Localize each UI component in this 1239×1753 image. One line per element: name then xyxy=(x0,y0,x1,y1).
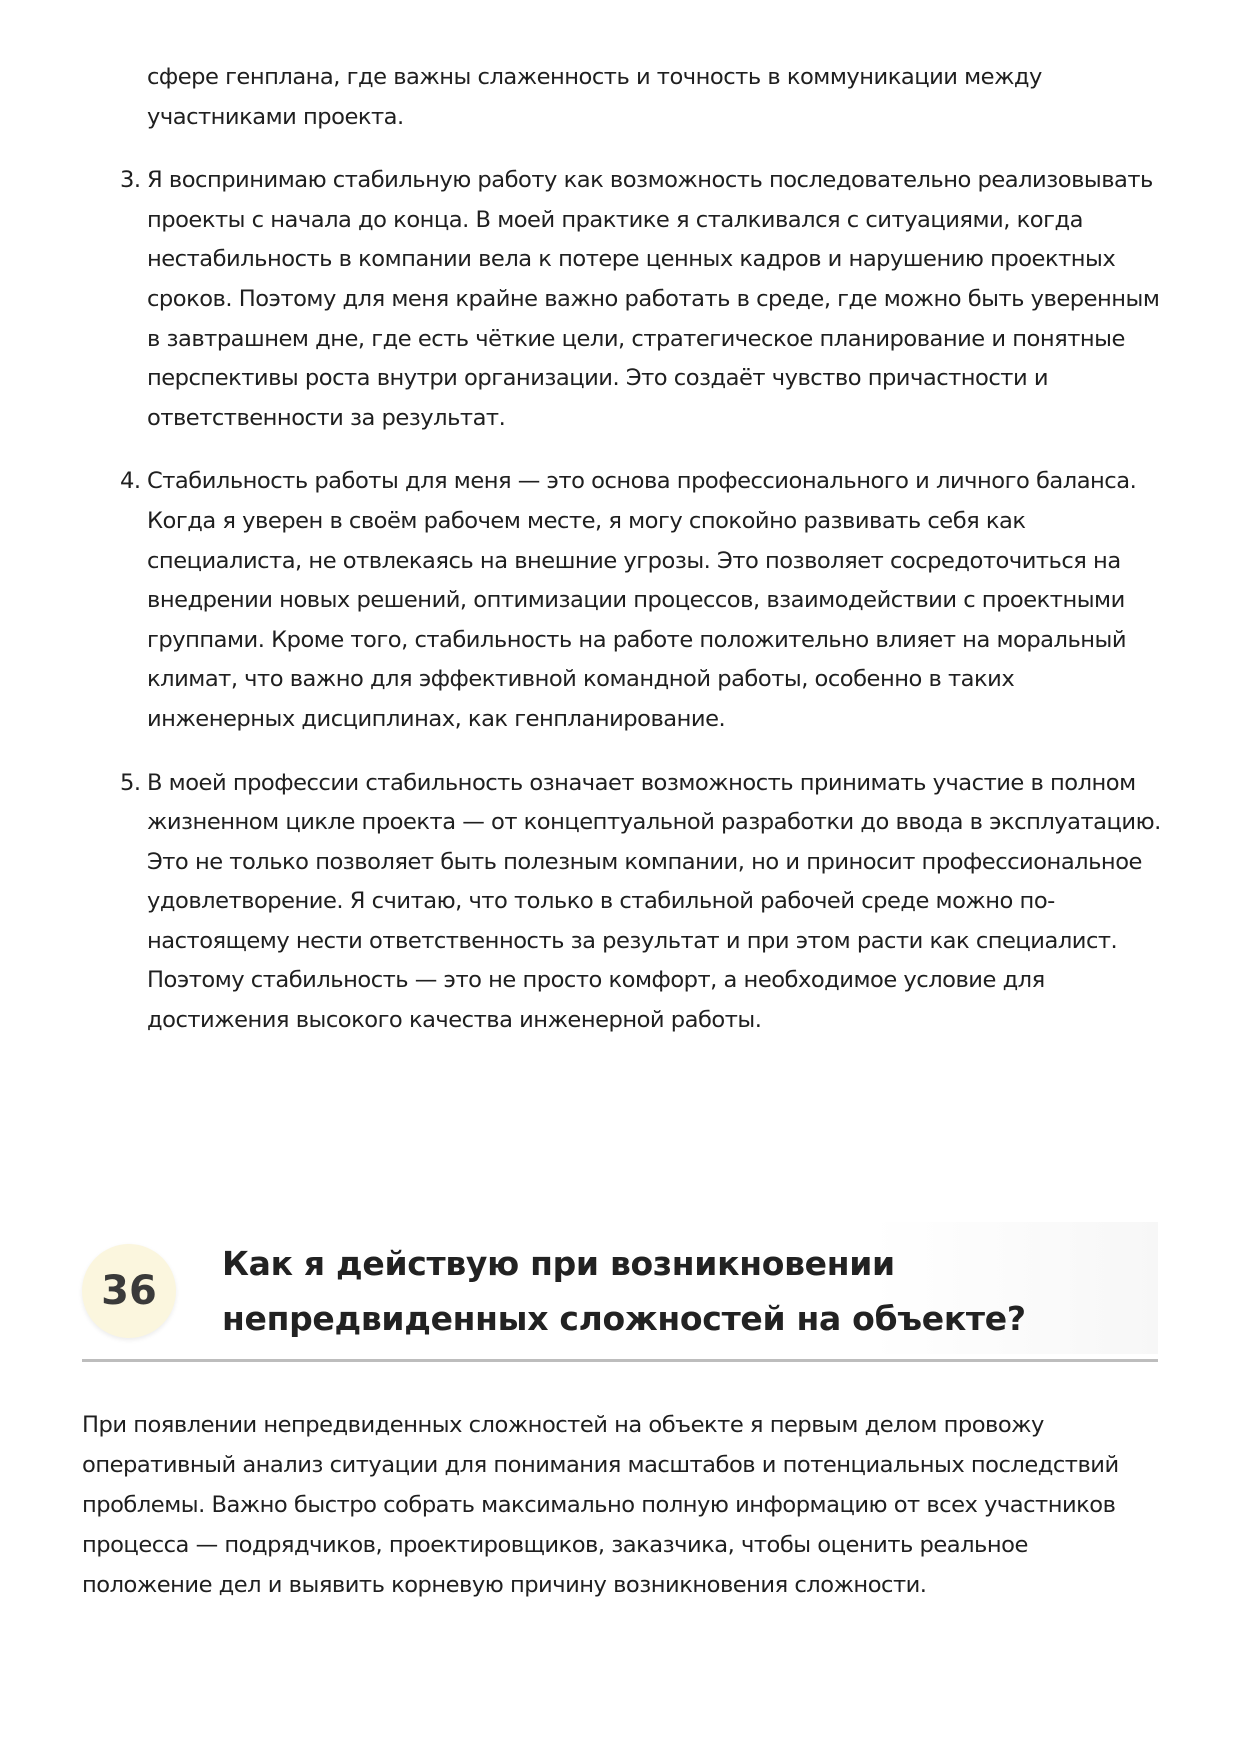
question-title xyxy=(222,1236,1026,1346)
list-item-line: Я воспринимаю стабильную работу как возможность последовательно реализовывать xyxy=(147,167,1153,194)
list-item-line: участниками проекта. xyxy=(147,103,404,130)
list-item-line: удовлетворение. Я считаю, что только в стабильной рабочей среде можно по- xyxy=(147,888,1055,915)
question-title-line: Как я действую при возникновении xyxy=(222,1244,895,1283)
answer-line: оперативный анализ ситуации для понимания масштабов и потенциальных последствий xyxy=(82,1452,1119,1478)
list-item-number: 3. xyxy=(120,167,141,194)
list-item-number: 5. xyxy=(120,769,141,796)
list-item-line: внедрении новых решений, оптимизации процессов, взаимодействии с проектными xyxy=(147,587,1125,614)
question-divider xyxy=(82,1359,1158,1362)
answer-line: При появлении непредвиденных сложностей на объекте я первым делом провожу xyxy=(82,1412,1044,1438)
list-item-line: специалиста, не отвлекаясь на внешние угрозы. Это позволяет сосредоточиться на xyxy=(147,547,1121,574)
list-item-number: 4. xyxy=(120,468,141,495)
list-item-line: климат, что важно для эффективной командной работы, особенно в таких xyxy=(147,666,1015,693)
answer-paragraph xyxy=(82,1405,1162,1605)
list-item-line: Стабильность работы для меня — это основа профессионального и личного баланса. xyxy=(147,468,1137,495)
list-item-line: достижения высокого качества инженерной работы. xyxy=(147,1007,762,1034)
list-item-line: инженерных дисциплинах, как генпланирование. xyxy=(147,705,726,732)
list-item-line: жизненном цикле проекта — от концептуальной разработки до ввода в эксплуатацию. xyxy=(147,809,1161,836)
list-item-3 xyxy=(120,161,1165,438)
numbered-list xyxy=(120,58,1165,1041)
list-item-line: в завтрашнем дне, где есть чёткие цели, стратегическое планирование и понятные xyxy=(147,325,1125,352)
list-item-continued xyxy=(120,58,1165,137)
question-header xyxy=(82,1222,1158,1372)
list-item-line: группами. Кроме того, стабильность на работе положительно влияет на моральный xyxy=(147,626,1127,653)
list-item-4 xyxy=(120,462,1165,739)
list-item-line: Когда я уверен в своём рабочем месте, я могу спокойно развивать себя как xyxy=(147,507,1026,534)
list-item-line: В моей профессии стабильность означает возможность принимать участие в полном xyxy=(147,769,1136,796)
list-item-5 xyxy=(120,764,1165,1041)
list-item-line: ответственности за результат. xyxy=(147,404,506,431)
answer-line: положение дел и выявить корневую причину возникновения сложности. xyxy=(82,1572,927,1598)
list-item-line: Это не только позволяет быть полезным компании, но и приносит профессиональное xyxy=(147,848,1142,875)
answer-line: процесса — подрядчиков, проектировщиков, заказчика, чтобы оценить реальное xyxy=(82,1532,1028,1558)
list-item-line: настоящему нести ответственность за результат и при этом расти как специалист. xyxy=(147,927,1118,954)
question-number-badge: 36 xyxy=(82,1244,176,1338)
list-item-line: проекты с начала до конца. В моей практике я сталкивался с ситуациями, когда xyxy=(147,206,1083,233)
list-item-line: нестабильность в компании вела к потере ценных кадров и нарушению проектных xyxy=(147,246,1116,273)
question-title-line: непредвиденных сложностей на объекте? xyxy=(222,1299,1026,1338)
list-item-line: Поэтому стабильность — это не просто комфорт, а необходимое условие для xyxy=(147,967,1045,994)
list-item-line: сфере генплана, где важны слаженность и точность в коммуникации между xyxy=(147,64,1042,90)
list-item-line: перспективы роста внутри организации. Это создаёт чувство причастности и xyxy=(147,365,1049,392)
list-item-line: сроков. Поэтому для меня крайне важно работать в среде, где можно быть уверенным xyxy=(147,285,1160,312)
answer-line: проблемы. Важно быстро собрать максимально полную информацию от всех участников xyxy=(82,1492,1116,1518)
